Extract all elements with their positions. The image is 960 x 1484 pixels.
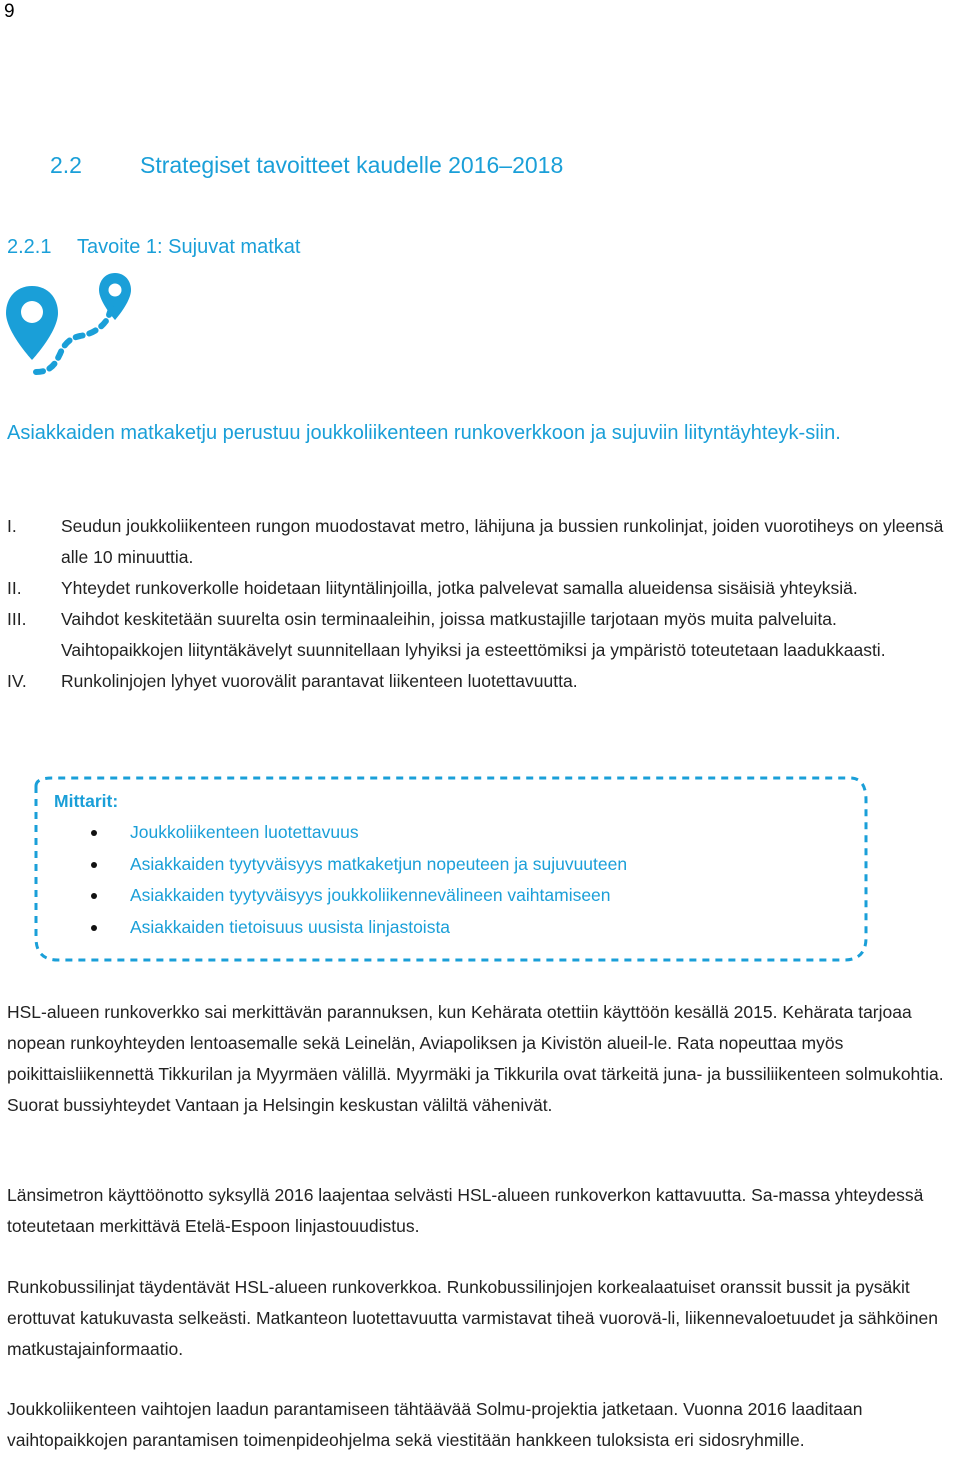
goal-text: Yhteydet runkoverkolle hoidetaan liityntälinjoilla, jotka palvelevat samalla alueidensa sisäisiä yhteyksiä. bbox=[61, 578, 858, 598]
section-title: Strategiset tavoitteet kaudelle 2016–2018 bbox=[140, 152, 564, 178]
mittari-text: Asiakkaiden tyytyväisyys joukkoliikennevälineen vaihtamiseen bbox=[130, 885, 611, 905]
bullet-icon bbox=[91, 925, 97, 931]
goal-item bbox=[7, 573, 947, 604]
goal-numeral: IV. bbox=[7, 671, 27, 691]
mittari-item bbox=[82, 849, 627, 881]
mittarit-list bbox=[82, 817, 627, 943]
mittari-item bbox=[82, 817, 627, 849]
section-number: 2.2 bbox=[50, 152, 82, 178]
body-paragraph: Joukkoliikenteen vaihtojen laadun parantamiseen tähtäävää Solmu-projektia jatketaan. Vuonna 2016 laaditaan vaihtopaikkojen parantamisen toimenpideohjelma sekä viestitään hankkeen tuloksista eri sidosryhmille. bbox=[7, 1399, 863, 1450]
bullet-icon bbox=[91, 830, 97, 836]
goal-item bbox=[7, 511, 947, 573]
goal-numeral: I. bbox=[7, 516, 17, 536]
goal-text: Seudun joukkoliikenteen rungon muodostavat metro, lähijuna ja bussien runkolinjat, joiden vuorotiheys on yleensä alle 10 minuuttia. bbox=[61, 516, 944, 567]
goal-lead: Asiakkaiden matkaketju perustuu joukkoliikenteen runkoverkkoon ja sujuviin liityntäyhteyk-siin. bbox=[7, 422, 841, 444]
mittari-text: Asiakkaiden tyytyväisyys matkaketjun nopeuteen ja sujuvuuteen bbox=[130, 853, 628, 874]
goal-numeral: II. bbox=[7, 578, 22, 598]
section-heading bbox=[50, 151, 563, 179]
mittari-item bbox=[82, 912, 627, 944]
goal-item bbox=[7, 666, 947, 697]
goal-list bbox=[7, 511, 947, 697]
bullet-icon bbox=[91, 893, 97, 899]
mittari-item bbox=[82, 880, 627, 912]
goal-numeral: III. bbox=[7, 609, 27, 629]
mittari-text: Joukkoliikenteen luotettavuus bbox=[130, 822, 359, 842]
subsection-heading bbox=[7, 235, 300, 259]
page-number: 9 bbox=[4, 1, 15, 22]
body-paragraph: Runkobussilinjat täydentävät HSL-alueen runkoverkkoa. Runkobussilinjojen korkealaatuiset oranssit bussit ja pysäkit erottuvat katukuvasta selkeästi. Matkanteon luotettavuutta varmistavat tiheä vuorovä-li, liikennevaloetuudet ja sähköinen matkustajainformaatio. bbox=[7, 1277, 938, 1359]
bullet-icon bbox=[91, 862, 97, 868]
route-pins-icon bbox=[2, 268, 142, 380]
body-paragraph: Länsimetron käyttöönotto syksyllä 2016 laajentaa selvästi HSL-alueen runkoverkon kattavuutta. Sa-massa yhteydessä toteutetaan merkittävä Etelä-Espoon linjastouudistus. bbox=[7, 1185, 924, 1236]
subsection-number: 2.2.1 bbox=[7, 236, 52, 258]
subsection-title: Tavoite 1: Sujuvat matkat bbox=[77, 236, 301, 258]
mittari-text: Asiakkaiden tietoisuus uusista linjastoista bbox=[130, 916, 451, 937]
goal-item bbox=[7, 604, 947, 666]
mittarit-title: Mittarit: bbox=[54, 791, 119, 811]
goal-text: Vaihdot keskitetään suurelta osin terminaaleihin, joissa matkustajille tarjotaan myös muita palveluita. Vaihtopaikkojen liityntäkävelyt suunnitellaan lyhyiksi ja esteettömiksi ja ympäristö toteutetaan laadukkaasti. bbox=[61, 609, 886, 660]
body-paragraph: HSL-alueen runkoverkko sai merkittävän parannuksen, kun Kehärata otettiin käyttöön kesällä 2015. Kehärata tarjoaa nopean runkoyhteyden lentoasemalle sekä Leinelän, Aviapoliksen ja Kivistön alueil-le. Rata nopeuttaa myös poikittaisliikennettä Tikkurilan ja Myyrmäen välillä. Myyrmäki ja Tikkurila ovat tärkeitä juna- ja bussiliikenteen solmukohtia. Suorat bussiyhteydet Vantaan ja Helsingin keskustan väliltä vähenivät. bbox=[7, 1002, 944, 1115]
goal-text: Runkolinjojen lyhyet vuorovälit parantavat liikenteen luotettavuutta. bbox=[61, 671, 578, 691]
